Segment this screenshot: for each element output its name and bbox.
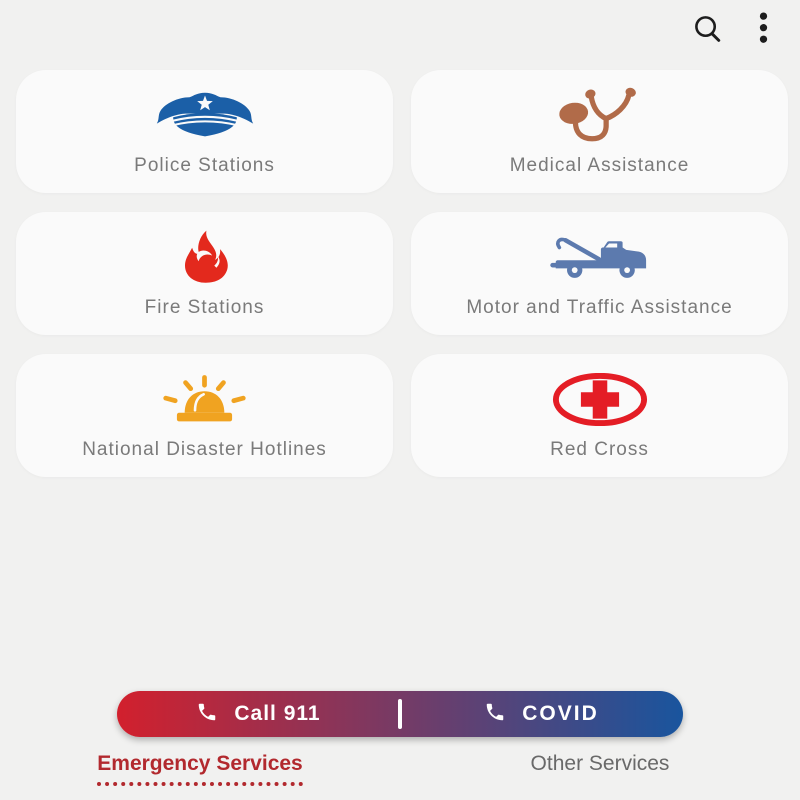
phone-icon [196,701,218,728]
phone-icon [484,701,506,728]
tab-emergency-services-label: Emergency Services [97,752,302,786]
covid-label: COVID [522,702,599,725]
card-label: Motor and Traffic Assistance [466,297,733,318]
call-911-label: Call 911 [234,702,321,725]
call-bar-divider [398,699,402,729]
call-911-button[interactable] [117,691,400,737]
tab-other-services[interactable] [400,752,800,786]
search-icon[interactable] [692,13,723,44]
card-label: Medical Assistance [509,155,690,176]
siren-icon [157,370,252,428]
stethoscope-icon [556,86,644,144]
card-police-stations[interactable] [16,70,393,193]
card-fire-stations[interactable] [16,212,393,335]
card-medical-assistance[interactable] [411,70,788,193]
card-motor-traffic-assistance[interactable] [411,212,788,335]
top-bar [0,0,800,56]
call-action-bar [117,691,683,737]
tab-other-services-label: Other Services [530,752,670,775]
more-options-icon[interactable] [759,12,768,45]
tab-emergency-services[interactable] [0,752,400,786]
flame-icon [180,228,230,286]
police-cap-icon [155,86,255,144]
red-cross-icon [550,370,650,428]
tow-truck-icon [550,228,650,286]
card-label: National Disaster Hotlines [82,439,327,460]
card-label: Red Cross [550,439,649,460]
services-grid [0,56,800,477]
card-red-cross[interactable] [411,354,788,477]
covid-button[interactable] [400,691,683,737]
card-label: Police Stations [134,155,275,176]
card-national-disaster-hotlines[interactable] [16,354,393,477]
card-label: Fire Stations [144,297,265,318]
bottom-tabs [0,752,800,786]
